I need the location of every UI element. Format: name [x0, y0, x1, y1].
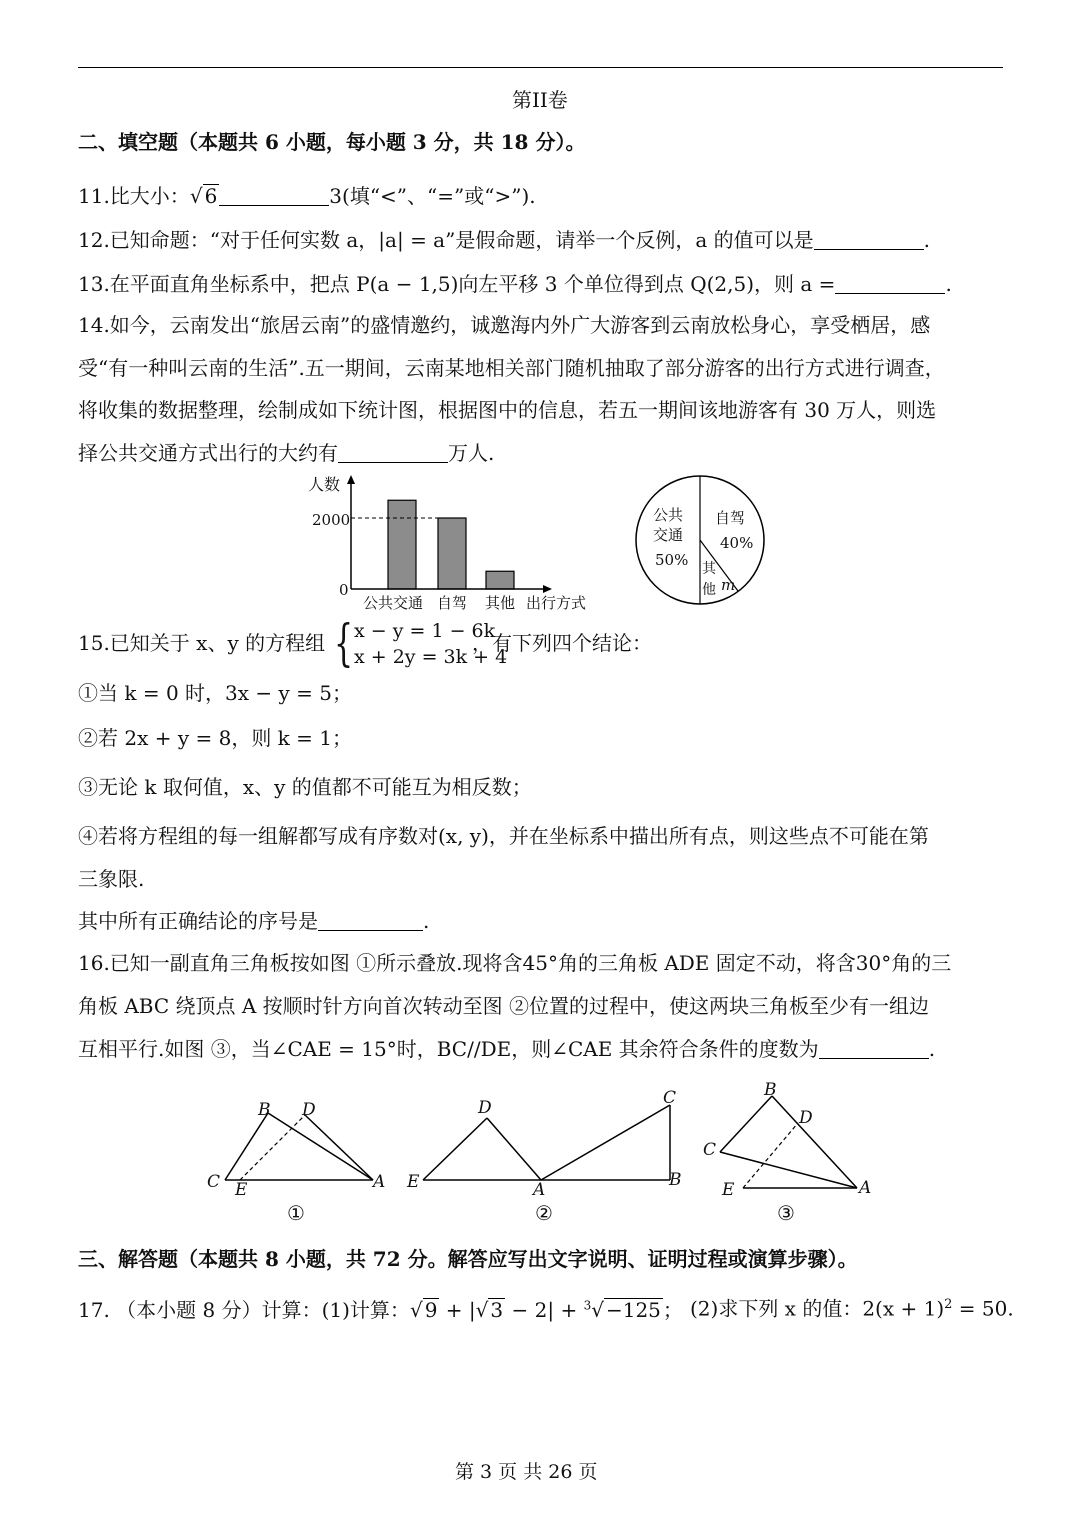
- question-17-part-2: [690, 1298, 1014, 1319]
- fig2-side-ed: [423, 1118, 487, 1180]
- q15-suffix: ，有下列四个结论：: [472, 631, 652, 655]
- bar-0: [388, 500, 416, 589]
- pie-label-self-drive: 自驾: [715, 509, 746, 527]
- figure-2: [406, 1088, 682, 1225]
- question-11: [78, 184, 536, 207]
- fig3-label-e: E: [722, 1180, 735, 1200]
- fig3-label-b: B: [764, 1080, 777, 1100]
- fig1-side-cb: [225, 1113, 268, 1180]
- fig1-side-da: [305, 1115, 373, 1180]
- pie-label-public-1: 公共: [653, 506, 684, 524]
- fig3-label-d: D: [799, 1108, 813, 1128]
- figure-1: [207, 1100, 385, 1225]
- question-12: [78, 230, 930, 250]
- question-17: [78, 1298, 683, 1321]
- q17-end-1: ；: [662, 1298, 683, 1322]
- q16-line-3-prefix: 互相平行.如图 ③，当∠CAE = 15°时，BC//DE，则∠CAE 其余符合条件的度数为: [78, 1037, 819, 1061]
- q14-line-4-suffix: 万人.: [448, 441, 495, 465]
- q16-line-3-end: .: [928, 1037, 936, 1061]
- top-rule: [78, 67, 1003, 68]
- fig2-label-b: B: [669, 1170, 682, 1190]
- q15-prefix: 15.已知关于 x、y 的方程组: [78, 631, 326, 655]
- bar-chart: [300, 470, 600, 615]
- fig3-side-ba: [772, 1096, 857, 1188]
- fig2-label-a: A: [533, 1180, 546, 1200]
- x-cat-1: 自驾: [437, 594, 468, 612]
- q13-end: .: [945, 272, 952, 296]
- q17-prefix: 17. （本小题 8 分）计算：(1)计算：: [78, 1298, 410, 1322]
- page-footer: 第 3 页 共 26 页: [455, 1461, 598, 1483]
- q16-line-3: [78, 1039, 935, 1059]
- answer-blank-14[interactable]: [338, 444, 448, 463]
- fig3-label-c: C: [703, 1140, 717, 1160]
- q14-line-3: 将收集的数据整理，绘制成如下统计图，根据图中的信息，若五一期间该地游客有 30 万人，则选: [78, 398, 937, 422]
- pie-label-other-2: 他: [702, 582, 716, 598]
- q17-part-2-exponent: 2: [944, 1297, 953, 1312]
- fig1-side-ba: [268, 1113, 373, 1180]
- answer-blank-15[interactable]: [318, 912, 423, 931]
- conclusion-1: ①当 k = 0 时，3x − y = 5；: [78, 681, 353, 705]
- y-tick-2000: 2000: [312, 511, 351, 529]
- bar-1: [438, 518, 466, 589]
- q15-final-end: .: [423, 909, 430, 933]
- fig3-side-cb: [720, 1096, 772, 1152]
- q11-prefix: 11.比大小：: [78, 184, 190, 208]
- answer-blank-12[interactable]: [814, 231, 924, 250]
- y-axis-arrow: [347, 475, 355, 484]
- x-axis-label: 出行方式: [526, 594, 587, 612]
- question-13: [78, 274, 952, 294]
- answer-blank-16[interactable]: [819, 1040, 929, 1059]
- q14-line-1: 14.如今，云南发出“旅居云南”的盛情邀约，诚邀海内外广大游客到云南放松身心，享受栖居，感: [78, 313, 931, 337]
- q12-end: .: [923, 228, 930, 252]
- q17-part-2: (2)求下列 x 的值：2(x + 1): [690, 1296, 945, 1321]
- x-cat-0: 公共交通: [363, 594, 424, 612]
- answer-blank-13[interactable]: [835, 275, 945, 294]
- q14-line-4: [78, 443, 494, 463]
- fig1-caption: ①: [287, 1201, 305, 1225]
- conclusion-2: ②若 2x + y = 8，则 k = 1；: [78, 726, 353, 750]
- y-tick-0: 0: [339, 581, 349, 599]
- plus-sign: +: [554, 1298, 584, 1322]
- sqrt-symbol: √: [409, 1298, 423, 1322]
- fill-in-header: 二、填空题（本题共 6 小题，每小题 3 分，共 18 分）。: [78, 130, 586, 154]
- x-cat-2: 其他: [485, 594, 516, 612]
- bar-layer: [351, 500, 514, 589]
- bar-2: [486, 571, 514, 589]
- sqrt-symbol: √: [189, 184, 203, 208]
- pie-label-self-drive-pct: 40%: [720, 534, 754, 552]
- fig2-label-c: C: [663, 1088, 677, 1108]
- system-brace: {: [334, 614, 354, 672]
- q17-cube-radicand: −125: [605, 1298, 661, 1322]
- abs-close: |: [547, 1298, 555, 1322]
- conclusion-3: ③无论 k 取何值，x、y 的值都不可能互为相反数；: [78, 775, 532, 799]
- fig1-label-d: D: [302, 1100, 316, 1120]
- answer-blank-11[interactable]: [219, 187, 329, 206]
- pie-label-public-2: 交通: [653, 526, 684, 544]
- q11-suffix: 3(填“<”、“=”或“>”).: [329, 184, 536, 208]
- sqrt-symbol: √: [475, 1298, 489, 1322]
- q11-radicand: 6: [204, 184, 218, 208]
- x-axis-arrow: [543, 585, 552, 593]
- q16-line-1: 16.已知一副直角三角板按如图 ①所示叠放.现将含45°角的三角板 ADE 固定不动，将含30°角的三: [78, 951, 952, 975]
- fig3-side-ed-dashed: [743, 1123, 798, 1188]
- q16-line-2: 角板 ABC 绕顶点 A 按顺时针方向首次转动至图 ②位置的过程中，使这两块三角板至少有一组边: [78, 994, 930, 1018]
- q14-line-4-prefix: 择公共交通方式出行的大约有: [78, 441, 338, 465]
- fig3-label-a: A: [859, 1178, 872, 1198]
- fig1-label-e: E: [235, 1180, 248, 1200]
- plus-sign: +: [439, 1298, 469, 1322]
- fig1-side-ed-dashed: [240, 1115, 305, 1180]
- triangle-figures: [195, 1075, 895, 1230]
- abs-open: |: [468, 1298, 476, 1322]
- fig2-side-da: [487, 1118, 541, 1180]
- q17-part-2-end: = 50.: [952, 1296, 1014, 1321]
- q17-abs-radicand: 3: [490, 1298, 504, 1322]
- pie-label-other-m: m: [721, 576, 736, 594]
- figure-3: [703, 1080, 871, 1225]
- y-axis-label: 人数: [308, 475, 341, 494]
- fig1-label-c: C: [207, 1172, 221, 1192]
- equation-1: x − y = 1 − 6k: [354, 620, 496, 642]
- pie-chart: [625, 470, 785, 610]
- fig2-label-e: E: [407, 1172, 420, 1192]
- fig2-caption: ②: [535, 1201, 553, 1225]
- q13-text: 13.在平面直角坐标系中，把点 P(a − 1,5)向左平移 3 个单位得到点 Q(2,5)，则 a =: [78, 272, 836, 296]
- conclusion-4-line-2: 三象限.: [78, 867, 145, 891]
- pie-label-public-pct: 50%: [655, 551, 689, 569]
- fig3-caption: ③: [777, 1201, 795, 1225]
- pie-label-other-1: 其: [702, 561, 716, 577]
- conclusion-4-line-1: ④若将方程组的每一组解都写成有序数对(x, y)，并在坐标系中描出所有点，则这些点不可能在第: [78, 824, 929, 848]
- q15-final-prefix: 其中所有正确结论的序号是: [78, 909, 318, 933]
- q12-text: 12.已知命题：“对于任何实数 a，|a| = a”是假命题，请举一个反例，a 的值可以是: [78, 228, 814, 252]
- q17-radicand-9: 9: [424, 1298, 438, 1322]
- q14-line-2: 受“有一种叫云南的生活”.五一期间，云南某地相关部门随机抽取了部分游客的出行方式进行调查，: [78, 356, 945, 380]
- solve-header: 三、解答题（本题共 8 小题，共 72 分。解答应写出文字说明、证明过程或演算步骤）。: [78, 1247, 858, 1271]
- fig1-label-a: A: [373, 1172, 386, 1192]
- fig3-side-ca: [720, 1152, 857, 1188]
- fig2-side-ac: [541, 1105, 670, 1180]
- q15-final: [78, 911, 429, 931]
- cube-root-index: 3: [583, 1298, 592, 1313]
- fig2-label-d: D: [478, 1098, 492, 1118]
- section-title: 第II卷: [512, 88, 568, 112]
- equation-2: x + 2y = 3k + 4: [354, 646, 508, 668]
- sqrt-symbol: √: [591, 1298, 604, 1322]
- fig1-label-b: B: [258, 1100, 271, 1120]
- q17-abs-rest: − 2: [505, 1298, 548, 1322]
